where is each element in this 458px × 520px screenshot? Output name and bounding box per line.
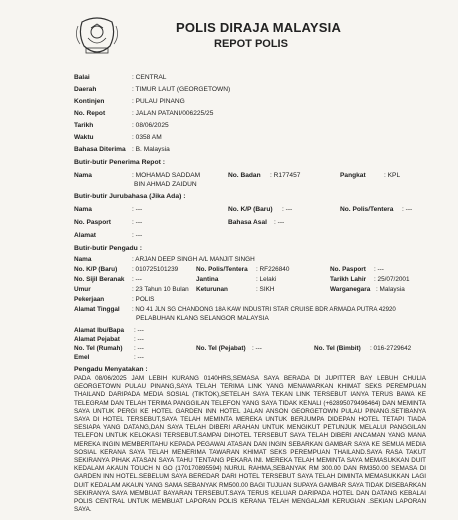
norepot-value: : JALAN PATANI/006225/25	[132, 110, 214, 117]
pengadu-pasport-label: No. Pasport	[330, 266, 366, 273]
norepot-label: No. Repot	[74, 110, 106, 117]
pengadu-alamat-tinggal-value-1: : NO 41 JLN SG CHANDONG 18A KAW INDUSTRI STAR CRUISE BDR ARMADA PUTRA 42920	[132, 306, 396, 313]
pengadu-alamat-tinggal-value-2: PELABUHAN KLANG SELANGOR MALAYSIA	[136, 315, 269, 322]
pengadu-section-title: Butir-butir Pengadu :	[74, 245, 142, 252]
penerima-section-title: Butir-butir Penerima Repot :	[74, 159, 166, 166]
jurubahasa-section-title: Butir-butir Jurubahasa (Jika Ada) :	[74, 193, 186, 200]
penerima-badan-label: No. Badan	[228, 172, 261, 179]
pengadu-jantina-label: Jantina	[196, 276, 219, 283]
daerah-label: Daerah	[74, 86, 97, 93]
tel-rumah-label: No. Tel (Rumah)	[74, 345, 123, 352]
balai-value: : CENTRAL	[132, 74, 167, 81]
jurubahasa-alamat-label: Alamat	[74, 232, 96, 239]
jurubahasa-kp-label: No. K/P (Baru)	[228, 206, 273, 213]
tel-bimbit-label: No. Tel (Bimbit)	[314, 345, 361, 352]
pengadu-kp-label: No. K/P (Baru)	[74, 266, 118, 273]
jurubahasa-kp-value: : ---	[282, 206, 293, 213]
jurubahasa-bahasa-asal-value: : ---	[274, 219, 285, 226]
pengadu-umur-value: : 23 Tahun 10 Bulan	[132, 286, 189, 293]
pdrm-emblem-icon	[72, 14, 122, 60]
alamat-pejabat-value: : ---	[134, 336, 144, 343]
jurubahasa-bahasa-asal-label: Bahasa Asal	[228, 219, 267, 226]
waktu-label: Waktu	[74, 134, 94, 141]
pengadu-warga-value: : Malaysia	[376, 286, 405, 293]
kenyataan-title: Pengadu Menyatakan :	[74, 366, 148, 373]
pengadu-pasport-value: : ---	[374, 266, 384, 273]
pengadu-nama-value: : ARJAN DEEP SINGH A/L MANJIT SINGH	[132, 256, 255, 263]
bahasa-value: : B. Malaysia	[132, 146, 170, 153]
kenyataan-text: PADA 08/06/2025 JAM LEBIH KURANG 0140HRS,SEMASA SAYA BERADA DI JUPITTER BAY LEBUH CHULIA GEORGETOWN PULAU PINANG,SAYA TELAH TERIMA LINK YANG MENAWARKAN KHIMAT SEKS PEREMPUAN THAILAND DARIPADA MEDIA SOSIAL (TIKTOK),SETELAH SAYA TEKAN LINK TERSEBUT IANYA TERUS BAWA KE TELEGRAM DAN TELAH TERIMA PANGGILAN TELEFON YANG SAYA TIDAK KENALI (+62895079496464) DAN MEMINTA SAYA UNTUK PERGI KE HOTEL GARDEN INN HOTEL JALAN ANSON GEORGETOWN PULAU PINANG.SETIBANYA SAYA DI HOTEL TERSEBUT,SAYA TELAH MEMINTA MEREKA UNTUK BERJUMPA DIDEPAN HOTEL TETAPI TIADA SESIAPA YANG DATANG,DAN SAYA TELAH DIBERI ARAHAN UNTUK MENGIKUT PETUNJUK MELALUI PANGGILAN TELEFON UNTUK KELOKASI TERSEBUT.SAMPAI DIHOTEL TERSEBUT SAYA TELAH DIBERI ANCAMAN YANG MANA MEREKA INGIN MEMBERITAHU KEPADA PEGAWAI ATASAN DAN INGIN SEBARKAN GAMBAR SAYA KE SEMUA MEDIA SOSIAL KERANA SAYA TELAH MENERIMA TAWARAN KHIMAT SEKS PEREMPUAN THAILAND.SAYA RASA TAKUT SEKIRANYA PIHAK ATASAN SAYA TAHU TENTANG PEKARA INI. MEREKA TELAH MEMINTA SAYA MEMASUKKAN DUIT KEDALAM AKAUN TOUCH N GO (170170895594) NURUL RAHMA,SEBANYAK RM 300.00 DAN RM350.00 SEMASA DI GARDEN INN HOTEL.SEBELUM SAYA BEREDAR DARI HOTEL TERSEBUT SAYA TELAH DIMINTA MEMASUKKAN LAGI DUIT KEDALAM AKAUN YANG SAMA SEBANYAK RM500.00 BAGI TUJUAN SUPAYA GAMBAR SAYA TIDAK DISEBARKAN SEKIRANYA SAYA MEMBUAT BAYARAN TERSEBUT.SAYA TERUS KELUAR DARIPADA HOTEL DAN DATANG KEBALAI POLIS CENTRAL UNTUK MEMBUAT LAPORAN POLIS KERANA TELAH MENGALAMI KERUGIAN .SEKIAN LAPORAN SAYA.	[74, 375, 426, 514]
jurubahasa-nama-value: : ---	[132, 206, 143, 213]
penerima-badan-value: : R177457	[270, 172, 301, 179]
pengadu-tarikh-lahir-label: Tarikh Lahir	[330, 276, 367, 283]
report-heading: POLIS DIRAJA MALAYSIA	[176, 20, 342, 35]
pengadu-keturunan-label: Keturunan	[196, 286, 228, 293]
alamat-ibubapa-label: Alamat Ibu/Bapa	[74, 327, 125, 334]
bahasa-label: Bahasa Diterima	[74, 146, 126, 153]
pengadu-sijil-label: No. Sijil Beranak	[74, 276, 125, 283]
pengadu-pekerjaan-value: : POLIS	[132, 296, 155, 303]
tel-pejabat-value: : ---	[252, 345, 262, 352]
pengadu-tarikh-lahir-value: : 25/07/2001	[374, 276, 410, 283]
pengadu-umur-label: Umur	[74, 286, 91, 293]
waktu-value: : 0358 AM	[132, 134, 162, 141]
emel-value: : ---	[134, 354, 144, 361]
pengadu-jantina-value: : Lelaki	[256, 276, 277, 283]
penerima-nama-value-1: : MOHAMAD SADDAM	[132, 172, 201, 179]
tel-pejabat-label: No. Tel (Pejabat)	[196, 345, 246, 352]
daerah-value: : TIMUR LAUT (GEORGETOWN)	[132, 86, 231, 93]
jurubahasa-alamat-value: : ---	[132, 232, 143, 239]
report-subheading: REPOT POLIS	[214, 38, 288, 50]
pengadu-pekerjaan-label: Pekerjaan	[74, 296, 105, 303]
pengadu-polis-label: No. Polis/Tentera	[196, 266, 248, 273]
tarikh-label: Tarikh	[74, 122, 94, 129]
pengadu-polis-value: : RF226840	[256, 266, 290, 273]
tarikh-value: : 08/06/2025	[132, 122, 169, 129]
emel-label: Emel	[74, 354, 90, 361]
balai-row: Balai	[74, 74, 90, 81]
pengadu-alamat-tinggal-label: Alamat Tinggal	[74, 306, 120, 313]
pengadu-warga-label: Warganegara	[330, 286, 371, 293]
pengadu-keturunan-value: : SIKH	[256, 286, 275, 293]
pengadu-nama-label: Nama	[74, 256, 92, 263]
alamat-ibubapa-value: : ---	[134, 327, 144, 334]
alamat-pejabat-label: Alamat Pejabat	[74, 336, 120, 343]
tel-bimbit-value: : 016-2729642	[370, 345, 412, 352]
penerima-pangkat-value: : KPL	[384, 172, 401, 179]
jurubahasa-nama-label: Nama	[74, 206, 92, 213]
kontinjen-label: Kontinjen	[74, 98, 105, 105]
penerima-nama-label: Nama	[74, 172, 92, 179]
pengadu-kp-value: : 010725101239	[132, 266, 179, 273]
jurubahasa-pasport-value: : ---	[132, 219, 143, 226]
jurubahasa-pasport-label: No. Pasport	[74, 219, 112, 226]
penerima-pangkat-label: Pangkat	[340, 172, 366, 179]
tel-rumah-value: : ---	[134, 345, 144, 352]
kontinjen-value: : PULAU PINANG	[132, 98, 185, 105]
penerima-nama-value-2: BIN AHMAD ZAIDUN	[134, 181, 197, 188]
jurubahasa-polis-label: No. Polis/Tentera	[340, 206, 394, 213]
pengadu-sijil-value: : ---	[132, 276, 142, 283]
jurubahasa-polis-value: : ---	[402, 206, 413, 213]
